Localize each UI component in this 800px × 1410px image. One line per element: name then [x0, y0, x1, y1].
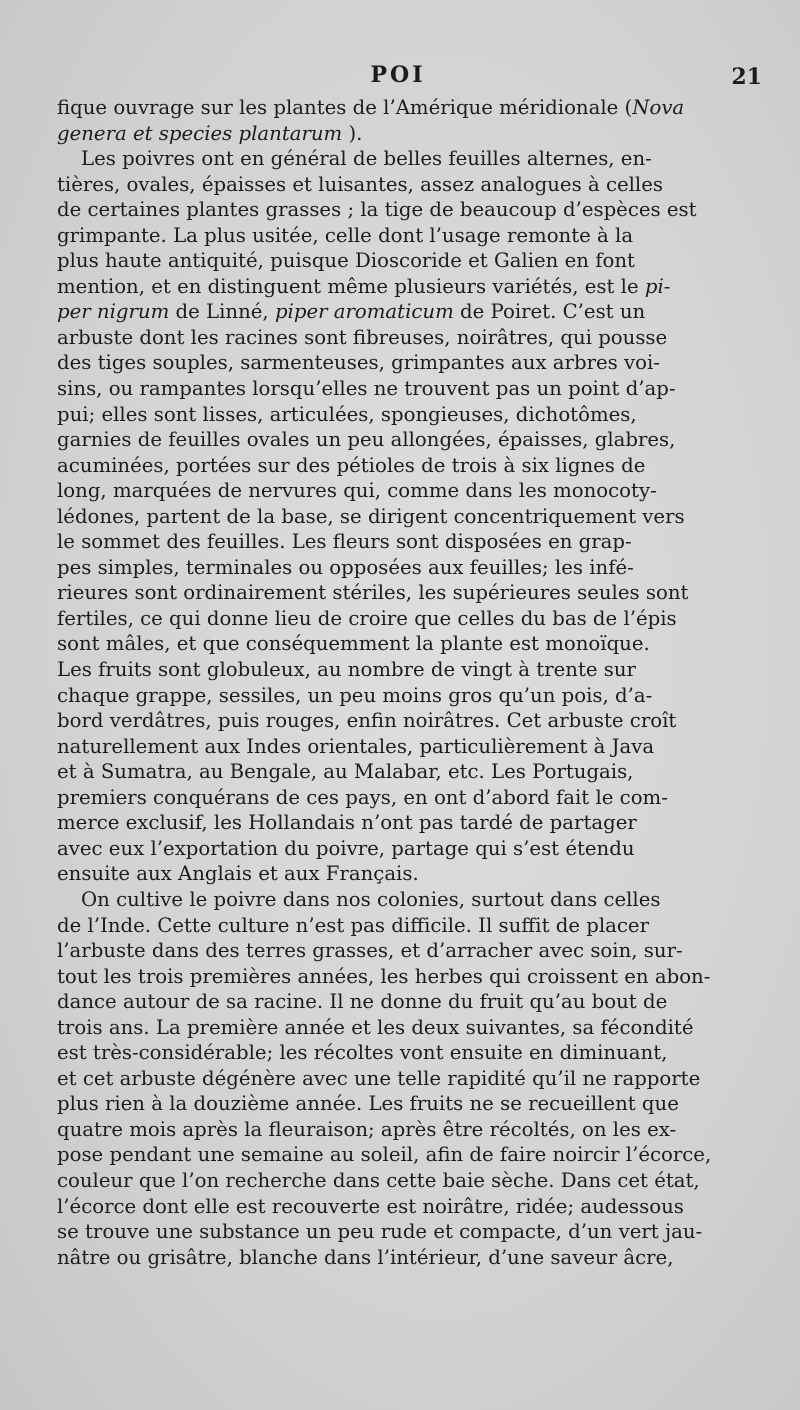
text-line: de l’Inde. Cette culture n’est pas difficile. Il suffit de placer: [57, 913, 649, 937]
text-line: pose pendant une semaine au soleil, afin de faire noircir l’écorce,: [57, 1143, 712, 1167]
text-line: arbuste dont les racines sont fibreuses, noirâtres, qui pousse: [57, 325, 668, 349]
text-line: se trouve une substance un peu rude et compacte, d’un vert jau-: [57, 1220, 703, 1244]
text-line: garnies de feuilles ovales un peu allongées, épaisses, glabres,: [57, 428, 676, 452]
text-line: sins, ou rampantes lorsqu’elles ne trouvent pas un point d’ap-: [57, 377, 676, 401]
text-line: tières, ovales, épaisses et luisantes, assez analogues à celles: [57, 172, 663, 196]
text-line: mention, et en distinguent même plusieurs variétés, est le pi-: [57, 274, 671, 298]
text-line: quatre mois après la fleuraison; après être récoltés, on les ex-: [57, 1117, 677, 1141]
text-line: merce exclusif, les Hollandais n’ont pas tardé de partager: [57, 811, 637, 835]
text-line: pes simples, terminales ou opposées aux feuilles; les infé-: [57, 555, 634, 579]
text-line: couleur que l’on recherche dans cette baie sèche. Dans cet état,: [57, 1168, 700, 1192]
text-line: Les fruits sont globuleux, au nombre de vingt à trente sur: [57, 658, 636, 682]
text-line: l’arbuste dans des terres grasses, et d’arracher avec soin, sur-: [57, 939, 683, 963]
text-line: avec eux l’exportation du poivre, partage qui s’est étendu: [57, 836, 635, 860]
text-line: et à Sumatra, au Bengale, au Malabar, etc. Les Portugais,: [57, 760, 634, 784]
text-line: premiers conquérans de ces pays, en ont d’abord fait le com-: [57, 785, 668, 809]
text-line: naturellement aux Indes orientales, particulièrement à Java: [57, 734, 655, 758]
text-line: trois ans. La première année et les deux suivantes, sa fécondité: [57, 1015, 694, 1039]
text-line: est très-considérable; les récoltes vont ensuite en diminuant,: [57, 1041, 668, 1065]
text-line: genera et species plantarum ).: [57, 121, 363, 145]
text-line: le sommet des feuilles. Les fleurs sont disposées en grap-: [57, 530, 632, 554]
text-line: tout les trois premières années, les herbes qui croissent en abon-: [57, 964, 711, 988]
paragraph-start-line: Les poivres ont en général de belles feuilles alternes, en-: [81, 147, 652, 171]
text-line: de certaines plantes grasses ; la tige de beaucoup d’espèces est: [57, 198, 697, 222]
text-line: grimpante. La plus usitée, celle dont l’usage remonte à la: [57, 223, 634, 247]
text-line: et cet arbuste dégénère avec une telle rapidité qu’il ne rapporte: [57, 1066, 701, 1090]
text-line: l’écorce dont elle est recouverte est noirâtre, ridée; audessous: [57, 1194, 684, 1218]
page-number: 21: [731, 64, 762, 90]
text-line: long, marquées de nervures qui, comme dans les monocoty-: [57, 479, 657, 503]
text-line: chaque grappe, sessiles, un peu moins gros qu’un pois, d’a-: [57, 683, 653, 707]
page-header: [56, 62, 762, 92]
text-line: bord verdâtres, puis rouges, enfin noirâtres. Cet arbuste croît: [57, 709, 677, 733]
text-line: nâtre ou grisâtre, blanche dans l’intérieur, d’une saveur âcre,: [57, 1245, 674, 1269]
text-line: plus rien à la douzième année. Les fruits ne se recueillent que: [57, 1092, 679, 1116]
text-line: fique ouvrage sur les plantes de l’Amérique méridionale (Nova: [57, 96, 685, 119]
text-line: rieures sont ordinairement stériles, les supérieures seules sont: [57, 581, 689, 605]
text-line: per nigrum de Linné, piper aromaticum de Poiret. C’est un: [57, 300, 646, 324]
text-line: lédones, partent de la base, se dirigent concentriquement vers: [57, 504, 685, 528]
text-line: pui; elles sont lisses, articulées, spongieuses, dichotômes,: [57, 402, 637, 426]
text-line: sont mâles, et que conséquemment la plante est monoïque.: [57, 632, 650, 656]
paragraph-start-line: On cultive le poivre dans nos colonies, surtout dans celles: [81, 887, 661, 911]
text-line: plus haute antiquité, puisque Dioscoride et Galien en font: [57, 249, 635, 273]
text-line: ensuite aux Anglais et aux Français.: [57, 862, 419, 886]
text-line: des tiges souples, sarmenteuses, grimpantes aux arbres voi-: [57, 351, 660, 375]
text-line: acuminées, portées sur des pétioles de trois à six lignes de: [57, 453, 646, 477]
running-head: POI: [370, 62, 426, 88]
body-text: [57, 95, 757, 1270]
text-line: fertiles, ce qui donne lieu de croire que celles du bas de l’épis: [57, 606, 677, 630]
text-line: dance autour de sa racine. Il ne donne du fruit qu’au bout de: [57, 990, 668, 1014]
